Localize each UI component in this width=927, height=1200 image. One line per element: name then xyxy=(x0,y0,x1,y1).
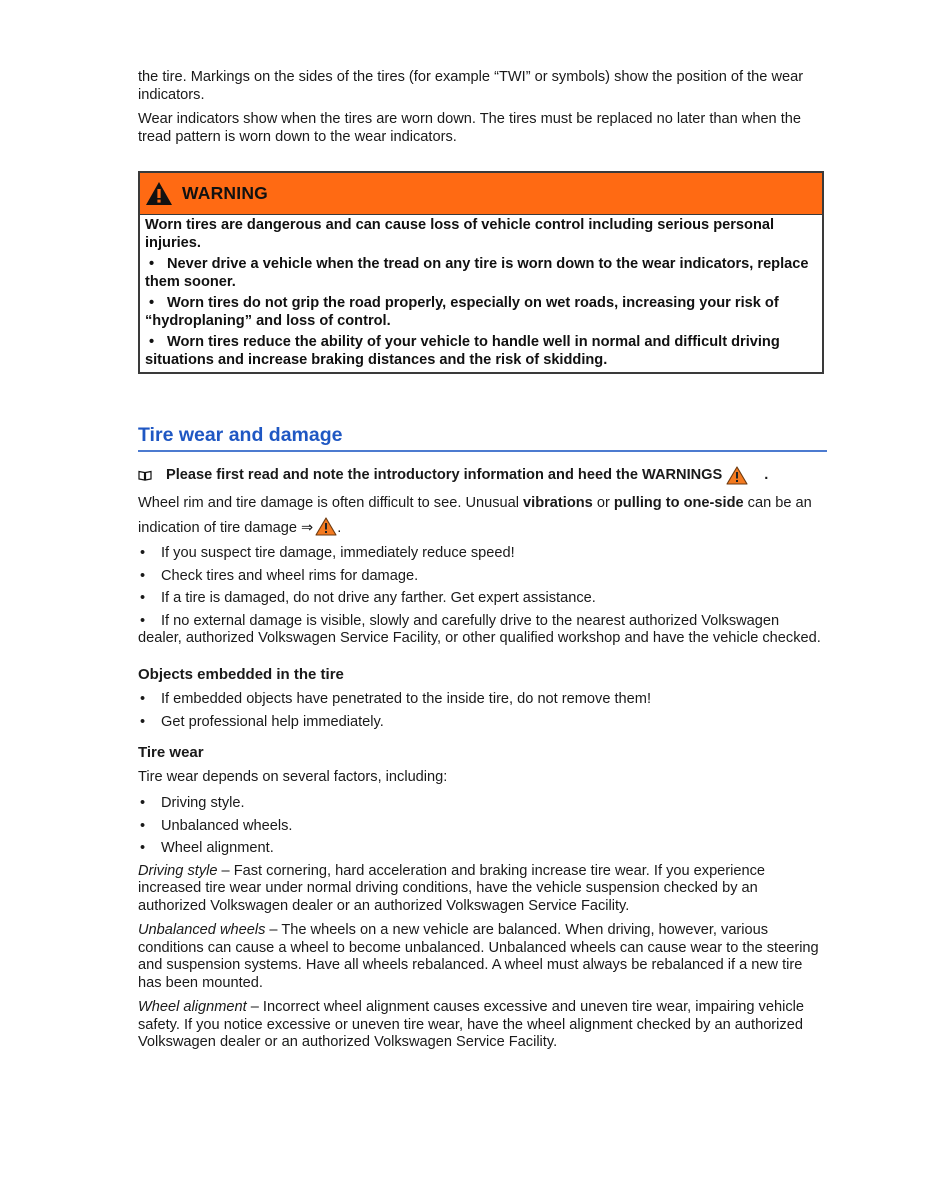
warning-link-icon[interactable] xyxy=(315,517,337,536)
list-item xyxy=(138,840,824,858)
tire-wear-intro: Tire wear depends on several factors, including: xyxy=(138,768,448,785)
list-item-text: If no external damage is visible, slowly and carefully drive to the nearest authorized Volkswagen dealer, authorized Volkswagen Service Facility, or other qualified workshop and have the vehicle checked. xyxy=(138,612,821,646)
list-item xyxy=(138,613,824,648)
warning-link-icon[interactable] xyxy=(726,466,748,485)
list-item-text: Get professional help immediately. xyxy=(161,713,384,730)
list-item-text: If you suspect tire damage, immediately reduce speed! xyxy=(161,545,515,561)
paragraph-wheel-alignment xyxy=(138,999,824,1052)
bullet-marker: • xyxy=(149,256,155,272)
warning-body xyxy=(140,215,822,372)
damage-paragraph xyxy=(138,491,824,541)
list-item-text: If a tire is damaged, do not drive any farther. Get expert assistance. xyxy=(161,590,596,606)
tire-wear-factors xyxy=(138,795,824,858)
intro-note xyxy=(138,466,824,485)
list-item xyxy=(138,691,824,709)
damage-text: Wheel rim and tire damage is often difficult to see. Unusual xyxy=(138,495,524,511)
subheading-tire-wear: Tire wear xyxy=(138,744,204,761)
warning-bullet-text: Never drive a vehicle when the tread on any tire is worn down to the wear indicators, replace them sooner. xyxy=(145,256,809,290)
list-item-text: Driving style. xyxy=(161,795,245,811)
warning-bullet-2 xyxy=(145,295,817,330)
bullet-marker: • xyxy=(149,334,155,350)
bullet-marker: • xyxy=(140,567,146,584)
section-title: Tire wear and damage xyxy=(138,424,827,452)
paragraph-wear-indicators: Wear indicators show when the tires are worn down. The tires must be replaced no later than when the tread pattern is worn down to the wear indicators. xyxy=(138,111,802,145)
list-item xyxy=(138,545,824,563)
warning-bullet-1 xyxy=(145,256,817,291)
damage-text: . xyxy=(337,520,342,536)
embedded-list xyxy=(138,691,824,731)
bullet-marker: • xyxy=(140,545,146,561)
warning-lead: Worn tires are dangerous and can cause loss of vehicle control including serious personal injuries. xyxy=(145,217,775,251)
intro-text: Please first read and note the introductory information and heed the WARNINGS xyxy=(166,466,723,483)
list-item-text: If embedded objects have penetrated to the inside tire, do not remove them! xyxy=(161,691,652,707)
bullet-marker: • xyxy=(140,840,146,856)
paragraph-driving-style xyxy=(138,863,824,916)
bullet-marker: • xyxy=(140,817,146,834)
term-wheel-alignment: Wheel alignment xyxy=(138,999,247,1015)
damage-term-pulling: pulling to one-side xyxy=(613,495,744,511)
paragraph-unbalanced-wheels xyxy=(138,922,824,992)
book-icon xyxy=(138,470,152,481)
intro-end: . xyxy=(764,466,769,483)
list-item-text: Wheel alignment. xyxy=(161,840,274,856)
warning-bullet-text: Worn tires do not grip the road properly, especially on wet roads, increasing your risk of “hydroplaning” and loss of control. xyxy=(145,295,779,329)
damage-list xyxy=(138,545,824,648)
warning-triangle-icon xyxy=(145,181,173,206)
paragraph-wear-indicator-markings: the tire. Markings on the sides of the tires (for example “TWI” or symbols) show the position of the wear indicators. xyxy=(138,69,804,103)
bullet-marker: • xyxy=(140,713,146,730)
list-item xyxy=(138,590,824,608)
term-unbalanced-wheels: Unbalanced wheels xyxy=(138,922,266,938)
list-item xyxy=(138,818,824,836)
subheading-embedded: Objects embedded in the tire xyxy=(138,665,344,683)
list-item-text: Check tires and wheel rims for damage. xyxy=(161,567,419,584)
bullet-marker: • xyxy=(140,612,146,629)
paragraph-text: – Incorrect wheel alignment causes excessive and uneven tire wear, impairing vehicle safety. If you notice excessive or uneven tire wear, have the wheel alignment checked by an authorized Volkswagen dealer or an authorized Volkswagen Service Facility. xyxy=(138,999,804,1050)
list-item xyxy=(138,714,824,732)
warning-title: WARNING xyxy=(182,182,268,203)
warning-header xyxy=(140,173,822,215)
warning-bullet-3 xyxy=(145,334,817,369)
damage-text: or xyxy=(592,495,614,511)
warning-bullet-text: Worn tires reduce the ability of your vehicle to handle well in normal and difficult driving situations and increase braking distances and the risk of skidding. xyxy=(145,334,780,368)
paragraph-text: – The wheels on a new vehicle are balanced. When driving, however, various conditions can cause a wheel to become unbalanced. Unbalanced wheels can cause wear to the steering and suspension systems. Have all wheels rebalanced. A wheel must always be rebalanced if a new tire has been mounted. xyxy=(138,922,819,991)
term-driving-style: Driving style xyxy=(138,862,218,879)
list-item xyxy=(138,568,824,586)
damage-term-vibrations: vibrations xyxy=(523,495,593,511)
bullet-marker: • xyxy=(149,295,155,311)
bullet-marker: • xyxy=(140,590,146,606)
damage-text: can be an indication of tire damage ⇒ xyxy=(138,495,812,536)
document-page xyxy=(138,69,824,1059)
list-item-text: Unbalanced wheels. xyxy=(161,817,293,834)
bullet-marker: • xyxy=(140,795,146,811)
warning-box xyxy=(138,171,824,374)
paragraph-text: – Fast cornering, hard acceleration and braking increase tire wear. If you experience increased tire wear under normal driving conditions, have the vehicle suspension checked by an authorized Volkswagen dealer or an authorized Volkswagen Service Facility. xyxy=(138,862,766,914)
bullet-marker: • xyxy=(140,691,146,707)
list-item xyxy=(138,795,824,813)
